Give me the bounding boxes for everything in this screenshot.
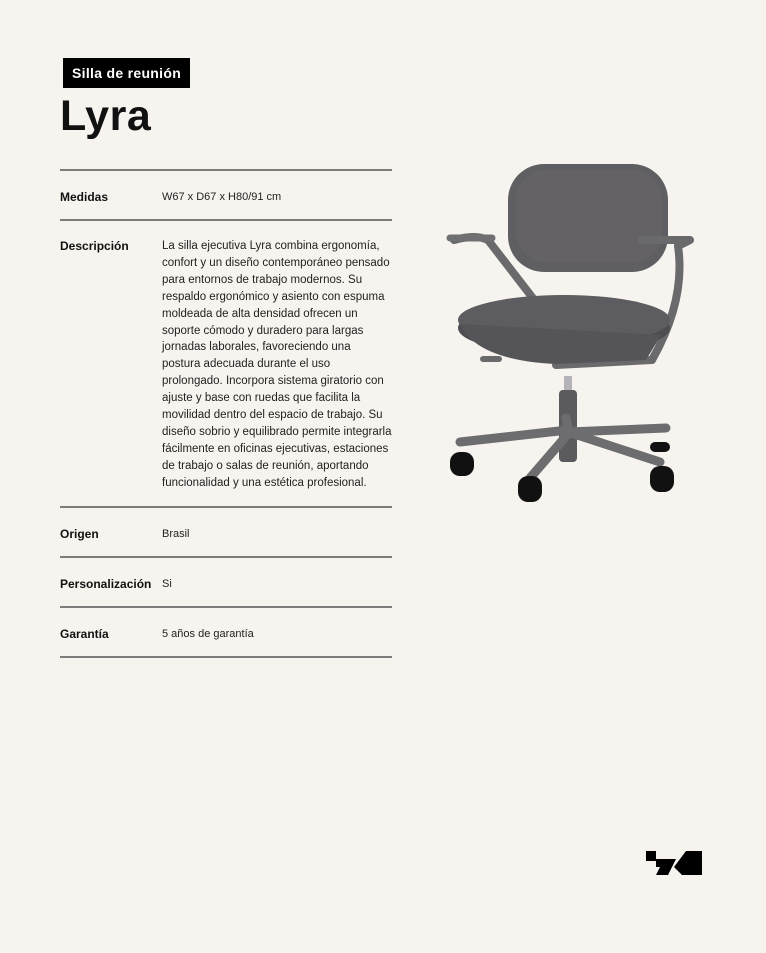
- spec-row-medidas: [60, 169, 392, 219]
- spec-label: Personalización: [60, 576, 152, 591]
- spec-row-descripcion: [60, 219, 392, 506]
- brand-logo: [646, 851, 702, 875]
- spec-value: La silla ejecutiva Lyra combina ergonomía, confort y un diseño contemporáneo pensado para entornos de trabajo modernos. Su respaldo ergonómico y asiento con espuma moldeada de alta densidad ofrecen un soporte cómodo y duradero para largas jornadas laborales, favoreciendo una postura adecuada durante el uso prolongado. Incorpora sistema giratorio con ajuste y base con ruedas que facilita la movilidad dentro del espacio de trabajo. Su diseño sobrio y equilibrado permite integrarla fácilmente en oficinas ejecutivas, estaciones de trabajo o salas de reunión, aportando funcionalidad y una estética profesional.: [162, 240, 392, 489]
- spec-value: W67 x D67 x H80/91 cm: [162, 191, 282, 203]
- category-badge: Silla de reunión: [63, 58, 190, 88]
- spec-row-personalizacion: [60, 556, 392, 606]
- spec-row-garantia: [60, 606, 392, 658]
- chair-product-image: [446, 160, 698, 510]
- spec-label: Medidas: [60, 190, 109, 204]
- spec-value: Brasil: [162, 527, 190, 540]
- spec-label: Descripción: [60, 239, 129, 253]
- spec-label: Garantía: [60, 626, 109, 641]
- spec-table: [60, 169, 392, 658]
- spec-value: Si: [162, 577, 172, 590]
- spec-label: Origen: [60, 526, 99, 541]
- spec-row-origen: [60, 506, 392, 556]
- product-title: Lyra: [60, 92, 152, 140]
- spec-value: 5 años de garantía: [162, 627, 254, 640]
